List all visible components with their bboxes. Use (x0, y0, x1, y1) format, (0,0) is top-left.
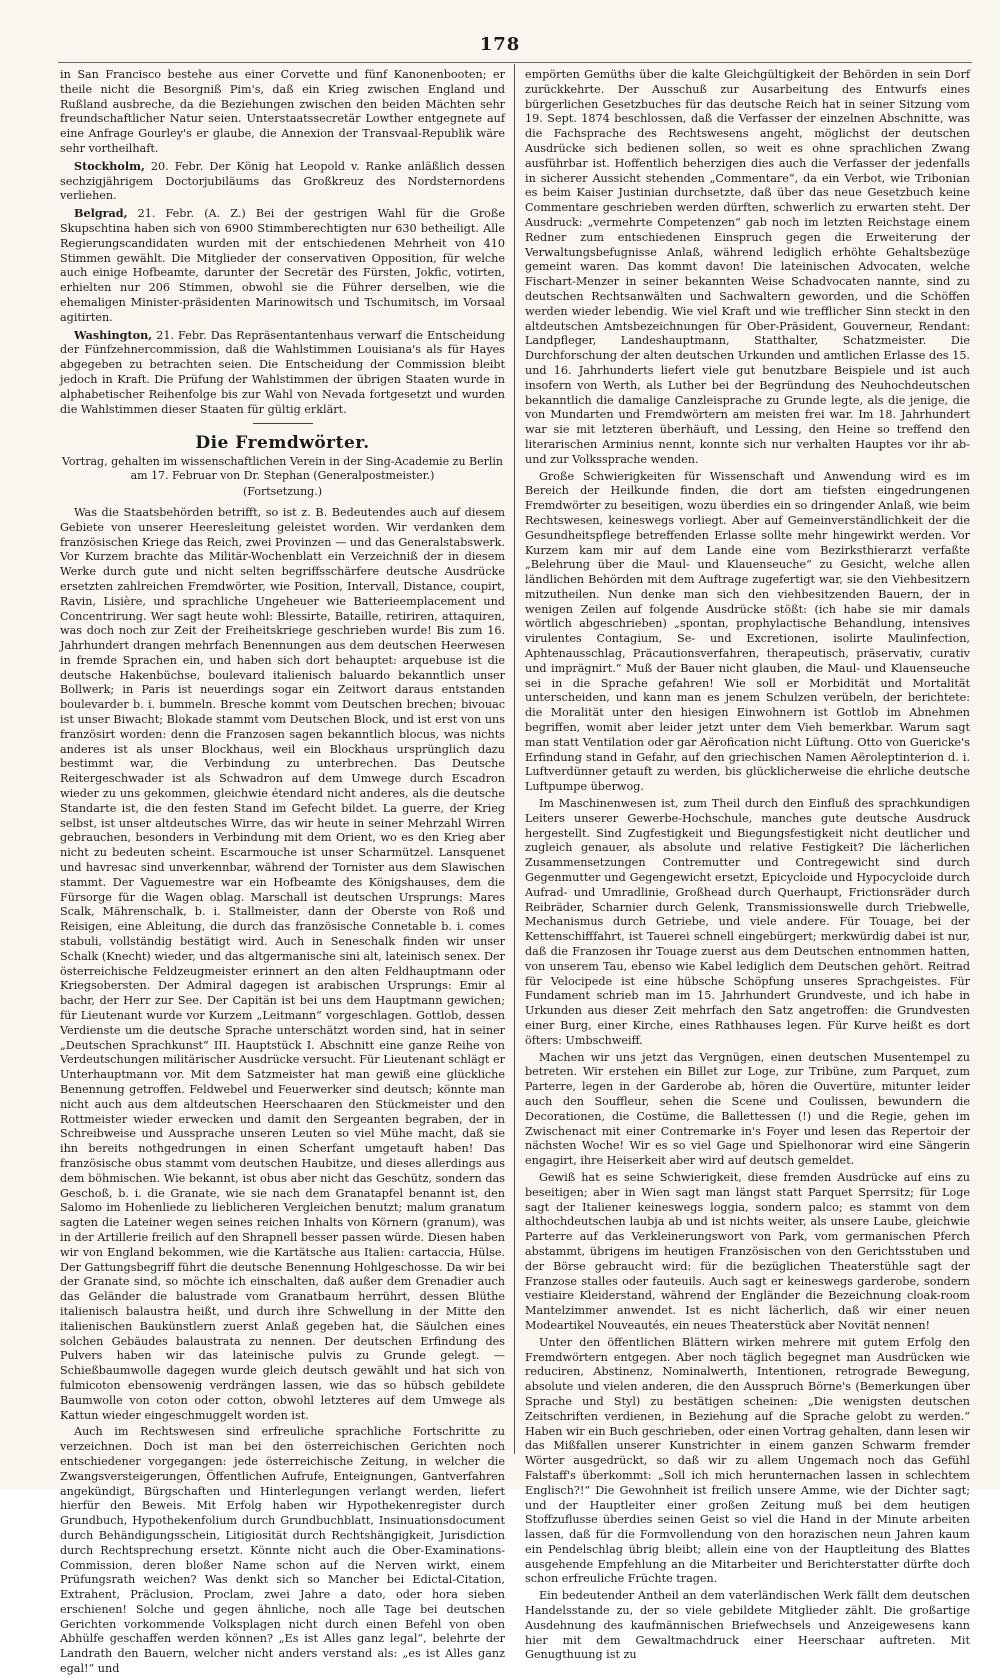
article-paragraph: Im Maschinenwesen ist, zum Theil durch den Einfluß des sprachkundigen Leiters unserer Gewerbe-Hochschule, manches gute deutsche Ausdruck hergestellt. Sind Zugfestigkeit und Biegungsfestigkeit nicht deutlicher und zugleich genauer, als absolute und relative Festigkeit? Die lächerlichen Zusammensetzungen Contremutter und Contregewicht sind durch Gegenmutter und Gegengewicht ersetzt, Epicycloide und Hypocycloide durch Aufrad- und Umradlinie, Großhead durch Querhaupt, Frictionsräder durch Reibräder, Scharnier durch Gelenk, Transmissionswelle durch Triebwelle, Mechanismus durch Getriebe, und viele andere. Für Touage, bei der Kettenschifffahrt, ist Tauerei schnell eingebürgert; merkwürdig dabei ist nur, daß die Franzosen ihr Touage zuerst aus dem Deutschen entnommen hatten, von unserem Tau, ebenso wie Kabel lediglich dem Deutschen gehört. Reitrad für Velocipede ist eine hübsche Schöpfung unseres Sprachgeistes. Für Fundament schrieb man im 15. Jahrhundert Grundveste, und ich habe in Urkunden aus dieser Zeit mehrfach den Satz angetroffen: die Grundvesten einer Burg, einer Kirche, eines Rathhauses legen. Für Kurve heißt es dort öfters: Umbschweiff. (525, 797, 970, 1047)
news-item-stockholm (60, 159, 505, 204)
page-number: 178 (479, 34, 521, 55)
article-paragraph: Was die Staatsbehörden betrifft, so ist z. B. Bedeutendes auch auf diesem Gebiete von unserer Heeresleitung geleistet worden. Wir verdanken dem französischen Kriege das Reich, zwei Provinzen — und das Generalstabswerk. Vor Kurzem brachte das Militär-Wochenblatt ein Verzeichniß der in diesem Werke durch gute und nicht selten begriffsschärfere deutsche Ausdrücke ersetzten zahlreichen Fremdwörter, wie Position, Intervall, Distance, coupirt, Ravin, Lisière, und sprachliche Ungeheuer wie Batterieemplacement und Concentrirung. Wer sagt heute wohl: Blessirte, Bataille, retiriren, attaquiren, was doch noch zur Zeit der Freiheitskriege geschrieben wurde! Bis zum 16. Jahrhundert drangen mehrfach Benennungen aus dem deutschen Heerwesen in fremde Sprachen ein, und haben sich dort behauptet: arquebuse ist die deutsche Hakenbüchse, boulevard italienisch baluardo bekanntlich unser Bollwerk; in Paris ist neuerdings sogar ein Zeitwort daraus entstanden boulevarder b. i. bummeln. Bresche kommt vom Deutschen brechen; bivouac ist unser Biwacht; Blokade stammt vom Deutschen Block, und ist erst von uns französirt worden: denn die Franzosen sagen bekanntlich blocus, was nichts anderes ist als unser Blockhaus, weil ein Blockhaus ursprünglich dazu bestimmt war, die Verbindung zu unterbrechen. Das Deutsche Reitergeschwader ist als Schwadron auf dem Umwege durch Escadron wieder zu uns gekommen, gleichwie étendard nicht anderes, als die deutsche Standarte ist, die den festen Stand im Gefecht bildet. La guerre, der Krieg selbst, ist unser altdeutsches Wirre, das wir heute in seiner Mehrzahl Wirren gebrauchen, besonders in Verbindung mit dem Orient, wo es den Krieg aber nicht zu bedeuten scheint. Escarmouche ist unser Scharmützel. Lansquenet und havresac sind unverkennbar, während der Tornister aus dem Slawischen stammt. Der Vaguemestre war ein Hofbeamte des Königshauses, dem die Fürsorge für die Wagen oblag. Marschall ist deutschen Ursprungs: Mares Scalk, Mährenschalk, b. i. Stallmeister, dann der Oberste von Roß und Reisigen, eine Ableitung, die durch das französische Connetable b. i. comes stabuli, vollständig bestätigt wird. Auch in Seneschalk finden wir unser Schalk (Knecht) wieder, und das altgermanische sini alt, lateinisch senex. Der österreichische Feldzeugmeister erinnert an den alten Feldhauptmann oder Kriegsobersten. Der Admiral dagegen ist arabischen Ursprungs: Emir al bachr, der Herr zur See. Der Capitän ist bei uns dem Hauptmann gewichen; für Lieutenant wurde vor Kurzem „Leitmann“ vorgeschlagen. Gottlob, dessen Verdienste um die deutsche Sprache unterschätzt worden sind, hat in seiner „Deutschen Sprachkunst“ III. Hauptstück I. Abschnitt eine ganze Reihe von Verdeutschungen militärischer Ausdrücke versucht. Für Lieutenant schlägt er Unterhauptmann vor. Mit dem Satzmeister hat man gewiß eine glückliche Benennung getroffen. Feldwebel und Feuerwerker sind deutsch; könnte man nicht auch aus dem altdeutschen Heerschaaren den Stückmeister und den Rottmeister wieder erwecken und damit den Sergeanten begraben, der in Schreibweise und Aussprache unseren Leuten so viel Mühe macht, daß sie ihn bereits nothgedrungen in einen Scherfant umgetauft haben! Das französische obus stammt vom deutschen Haubitze, und dieses allerdings aus dem böhmischen. Wie bekannt, ist obus aber nicht das Geschütz, sondern das Geschoß, b. i. die Granate, wie sie nach dem Granatapfel benannt ist, den Salomo im Hohenliede zu lieblicheren Vergleichen benutzt; malum granatum sagten die Lateiner wegen seines reichen Inhalts von Körnern (granum), was in der Artillerie freilich auf den Shrapnell besser passen würde. Diesen haben wir von England bekommen, wie die Kartätsche aus Italien: cartaccia, Hülse. Der Gattungsbegriff führt die deutsche Benennung Hohlgeschosse. Da wir bei der Granate sind, so möchte ich einschalten, daß außer dem Grenadier auch das Geländer die balustrade vom Granatbaum herrührt, dessen Blüthe italienisch balaustra heißt, und durch ihre Schwellung in der Mitte den italienischen Baukünstlern zuerst Anlaß gegeben hat, die Säulchen eines solchen Gebäudes balaustrata zu nennen. Der deutschen Erfindung des Pulvers haben wir das lateinische pulvis zu Grunde gelegt. — Schießbaumwolle dagegen wurde gleich deutsch gewählt und hat sich von fulmicoton ebensowenig verdrängen lassen, wie das so hübsch gebildete Baumwolle von coton oder cotton, obwohl letzteres auf dem Umwege als Kattun wieder eingeschmuggelt worden ist. (60, 505, 505, 1422)
section-rule (253, 423, 313, 424)
news-text: Der König hat Leopold v. Ranke anläßlich dessen sechzigjährigem Doctorjubiläums das Großkreuz des Nordsternordens verliehen. (60, 159, 505, 203)
news-date: 21. Febr. (137, 207, 195, 221)
news-text: (A. Z.) Bei der gestrigen Wahl für die Große Skupschtina haben sich von 6900 Stimmberechtigten nur 630 betheiligt. Alle Regierungscandidaten wurden mit der entschiedenen Mehrheit von 410 Stimmen gewählt. Die Mitglieder der conservativen Opposition, für welche auch einige Hofbeamte, darunter der Secretär des Fürsten, Jokfic, votirten, erhielten nur 206 Stimmen, obwohl sie die Führer derselben, wie die ehemaligen Minister-präsidenten Marinowitsch und Tschumitsch, im Vorsaal agitirten. (60, 207, 505, 324)
article-paragraph: Gewiß hat es seine Schwierigkeit, diese fremden Ausdrücke auf eins zu beseitigen; aber in Wien sagt man längst statt Parquet Sperrsitz; für Loge sagt der Italiener keineswegs loggia, sondern palco; es stammt von dem althochdeutschen laubja ab und ist nichts weiter, als unsere Laube, gleichwie Parterre auf das Verkleinerungswort von Park, vom germanischen Pferch abstammt, übrigens im heutigen Französischen von den Gerichtsstuben und der Börse gebraucht wird: für die bezüglichen Theaterstühle sagt der Franzose stalles oder fauteuils. Auch sagt er keineswegs garderobe, sondern vestiaire Kleiderstand, während der Engländer die Bezeichnung cloak-room Mantelzimmer anwendet. Ist es nicht lächerlich, daß wir einer neuen Modeartikel Nouveautés, ein neues Theaterstück aber Novität nennen! (525, 1170, 970, 1332)
article-paragraph: Unter den öffentlichen Blättern wirken mehrere mit gutem Erfolg den Fremdwörtern entgegen. Aber noch täglich begegnet man Ausdrücken wie reduciren, Abstinenz, Nominalwerth, Intentionen, retrograde Bewegung, absolute und vielen anderen, die den Ausspruch Börne's (Bemerkungen über Sprache und Styl) zu bestätigen scheinen: „Die wenigsten deutschen Zeitschriften verdienen, in Beziehung auf die Sprache gelobt zu werden.“ Haben wir ein Buch geschrieben, oder einen Vortrag gehalten, dann lesen wir das Mißfallen unserer Kunstrichter in einem ganzen Schwarm fremder Wörter ausgedrückt, so daß wir zu allem Ungemach noch das Gefühl Falstaff's überkommt: „Soll ich mich herunternachen lassen in schlechtem Englisch?!“ Die Gewohnheit ist freilich unsere Amme, wie der Dichter sagt; und der Hauptleiter einer großen Zeitung muß bei dem heutigen Stoffzuflusse überdies seinen Geist so viel die Hand in der Minute arbeiten lassen, daß für die Formvollendung von den horazischen neun Jahren kaum ein Pendelschlag übrig bleibt; allein eine von der Hauptleitung des Blattes ausgehende Empfehlung an die Mitarbeiter und Berichterstatter dürfte doch schon erfreuliche Früchte tragen. (525, 1335, 970, 1586)
article-paragraph: Machen wir uns jetzt das Vergnügen, einen deutschen Musentempel zu betreten. Wir erstehen ein Billet zur Loge, zur Tribüne, zum Parquet, zum Parterre, legen in der Garderobe ab, hören die Ouvertüre, mitunter leider auch den Souffleur, sehen die Scene und Coulissen, bewundern die Decorationen, die Costüme, die Ballettessen (!) und die Regie, gehen im Zwischenact mit einer Contremarke in's Foyer und lesen das Repertoir der nächsten Woche! Wir es so viel Gage und Spielhonorar wird eine Sängerin engagirt, ihre Heiserkeit aber wird auf deutsch gemeldet. (525, 1050, 970, 1168)
article-title: Die Fremdwörter. (195, 433, 370, 454)
news-item-belgrad (60, 206, 505, 325)
right-column (525, 68, 970, 1662)
news-date: 21. Febr. (156, 328, 207, 342)
news-date: 20. Febr. (150, 159, 204, 173)
news-place: Belgrad, (74, 206, 128, 221)
article-paragraph: Ein bedeutender Antheil an dem vaterländischen Werk fällt dem deutschen Handelsstande zu, der so viele gebildete Mitglieder zählt. Die großartige Ausdehnung des kaufmännischen Briefwechsels und Anzeigewesens kann hier mit dem Gewaltmachdruck einer Heerschaar auftreten. Mit Genugthuung ist zu (525, 1589, 970, 1662)
article-paragraph: Auch im Rechtswesen sind erfreuliche sprachliche Fortschritte zu verzeichnen. Doch ist man bei den österreichischen Gerichten noch entschiedener vorgegangen: jede österreichische Zeitung, in welcher die Zwangsversteigerungen, Öffentlichen Aufrufe, Enteignungen, Gantverfahren angekündigt, Bürgschaften und Hinterlegungen verlangt werden, liefert hierfür den Beweis. Mit Erfolg haben wir Hypothekenregister durch Grundbuch, Hypothekenfolium durch Grundbuchblatt, Insinuationsdocument durch Behändigungsschein, Litigiosität durch Rechtshängigkeit, Jurisdiction durch Rechtsprechung ersetzt. Könnte nicht auch die Ober-Examinations-Commission, deren bloßer Name schon auf die Nerven wirkt, einem Prüfungsrath weichen? Was denkt sich so Mancher bei Edictal-Citation, Extrahent, Präclusion, Proclam, zwei Jahre a dato, oder hora sieben erschienen! Solche und gegen ähnliche, noch alle Tage bei deutschen Gerichten vorkommende Volksplagen nicht durch einen Befehl von oben Abhülfe geschaffen werden können? „Es ist Alles ganz legal“, belehrte der Landrath den Bauern, welcher nicht anders verstand als: „es ist Alles ganz egal!“ und (60, 1425, 505, 1676)
article-subtitle: Vortrag, gehalten im wissenschaftlichen Verein in der Sing-Academie zu Berlin am 17. Februar von Dr. Stephan (Generalpostmeister.) (61, 455, 503, 483)
article-continuation: (Fortsetzung.) (243, 485, 322, 499)
news-place: Washington, (74, 327, 153, 342)
intro-paragraph: in San Francisco bestehe aus einer Corvette und fünf Kanonenbooten; er theile nicht die Besorgniß Pim's, daß ein Krieg zwischen England und Rußland ausbreche, da die Beziehungen zwischen den beiden Mächten sehr freundschaftlicher Natur seien. Unterstaatssecretär Lowther entgegnete auf eine Anfrage Gourley's er glaube, die Annexion der Transvaal-Republik wäre sehr vortheilhaft. (60, 68, 505, 155)
left-column (60, 68, 505, 1676)
article-paragraph: empörten Gemüths über die kalte Gleichgültigkeit der Behörden in sein Dorf zurückkehrte. Der Ausschuß zur Ausarbeitung des Entwurfs eines bürgerlichen Gesetzbuches für das deutsche Reich hat in seiner Sitzung vom 19. Sept. 1874 beschlossen, daß die Verfasser der einzelnen Abschnitte, was die Fachsprache des Rechtswesens angeht, möglichst der deutschen Ausdrücke sich bedienen sollen, so weit es ohne sprachlichen Zwang ausführbar ist. Hoffentlich beherzigen dies auch die Verfasser der jedenfalls in sicherer Aussicht stehenden „Commentare“, da ein Verbot, wie Tribonian es beim Kaiser Justinian durchsetzte, daß über das neue Gesetzbuch keine Commentare geschrieben werden dürften, schwerlich zu erwarten steht. Der Ausdruck: „vermehrte Competenzen“ gab noch im letzten Reichstage einem Redner zum entschiedenen Einspruch gegen die Erweiterung der Verwaltungsbefugnisse Anlaß, während lediglich erhöhte Gehaltsbezüge gemeint waren. Das kommt davon! Die lateinischen Advocaten, welche Fischart-Menzer in seiner bekannten Weise Schadvocaten nannte, sind zu deutschen Rechtsanwälten und Sachwaltern geworden, und die Schöffen werden wieder lebendig. Wie viel Kraft und wie trefflicher Sinn steckt in den altdeutschen Amtsbezeichnungen für Ober-Präsident, Gouverneur, Rendant: Landpfleger, Landeshauptmann, Statthalter, Schatzmeister. Die Durchforschung der alten deutschen Urkunden und amtlichen Erlasse des 15. und 16. Jahrhunderts liefert viele gut benutzbare Beispiele und ist auch insofern von Werth, als Luther bei der Begründung des Neuhochdeutschen bekanntlich die damalige Canzleisprache zu Grunde legte, als die jenige, die von Mundarten und Fremdwörtern am meisten frei war. Im 18. Jahrhundert war sie mit letzteren überhäuft, und Lessing, den Heine so treffend den literarischen Arminius nennt, konnte sich nur verhalten Hauptes vor ihr ab- und zur Volkssprache wenden. (525, 68, 970, 466)
news-place: Stockholm, (74, 158, 145, 173)
columns (60, 68, 970, 1676)
news-text: Das Repräsentantenhaus verwarf die Entscheidung der Fünfzehnercommission, daß die Wahlstimmen Louisiana's als für Hayes abgegeben zu betrachten seien. Die Entscheidung der Commission bleibt jedoch in Kraft. Die Prüfung der Wahlstimmen der übrigen Staaten wurde in alphabetischer Reihenfolge bis zur Wahl von Nevada fortgesetzt und wurden die Wahlstimmen dieser Staaten für gültig erklärt. (60, 328, 505, 416)
header-rule (58, 62, 972, 63)
article-paragraph: Große Schwierigkeiten für Wissenschaft und Anwendung wird es im Bereich der Heilkunde finden, die dort am tiefsten eingedrungenen Fremdwörter zu beseitigen, wozu überdies ein so dringender Anlaß, wie beim Rechtswesen, keineswegs vorliegt. Aber auf Gemeinverständlichkeit der die Gesundheitspflege betreffenden Erlasse sollte mehr hingewirkt werden. Vor Kurzem kam mir auf dem Lande eine vom Bezirksthierarzt verfaßte „Belehrung über die Maul- und Klauenseuche“ zu Gesicht, welche allen ländlichen Behörden mit dem Auftrage zugefertigt war, sie den Viehbesitzern mitzutheilen. Nun denke man sich den viehbesitzenden Bauern, der in wenigen Zeilen auf folgende Ausdrücke stößt: (ich habe sie mir damals wörtlich abgeschrieben) „spontan, prophylactische Behandlung, intensives virulentes Contagium, Se- und Excretionen, isolirte Maulinfection, Aphtenausschlag, Präcautionsverfahren, therapeutisch, präservativ, curativ und imprägnirt.“ Muß der Bauer nicht glauben, die Maul- und Klauenseuche sei in die Sprache gefahren! Wie soll er Morbidität und Mortalität unterscheiden, und kann man es jenem Schulzen verübeln, der berichtete: die Moralität unter den hiesigen Einwohnern ist Gottlob im Abnehmen begriffen, womit aber leider jetzt unter dem Vieh bemerkbar. Warum sagt man statt Ventilation oder gar Aërofication nicht Lüftung. Otto von Guericke's Erfindung stand in Gefahr, auf den griechischen Namen Aëroleptinterion d. i. Luftverdünner getauft zu werden, bis glücklicherweise die ehrliche deutsche Luftpumpe überwog. (525, 469, 970, 794)
news-item-washington (60, 328, 505, 418)
